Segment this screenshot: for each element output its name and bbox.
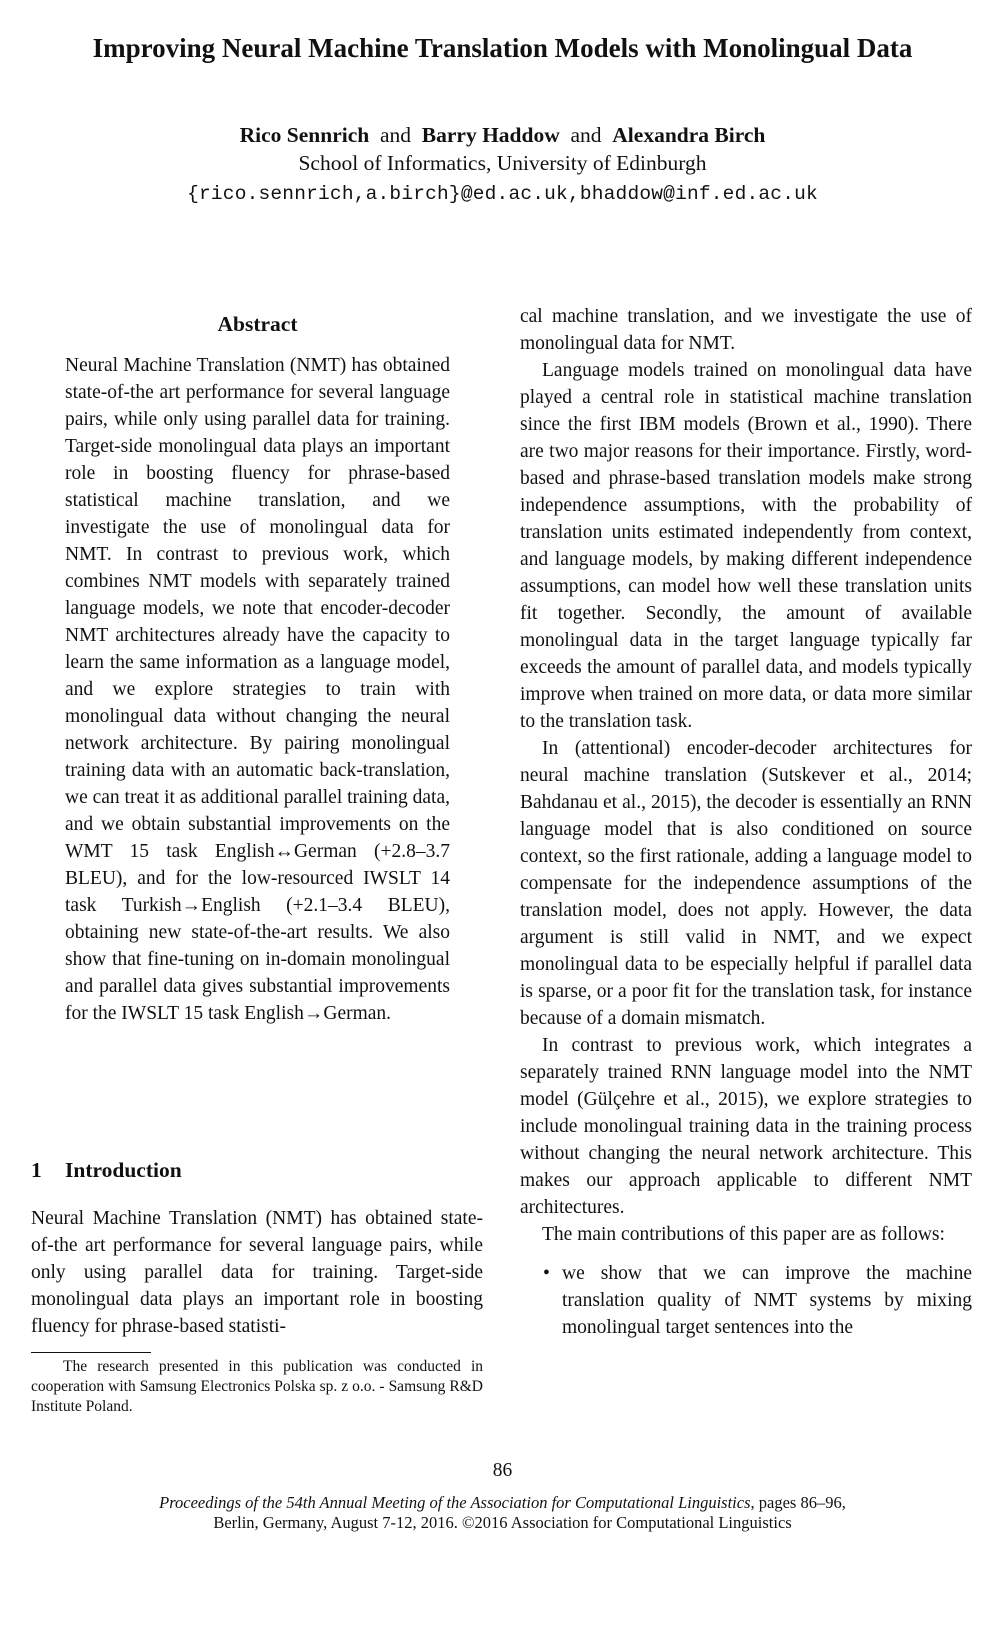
proceedings-footer — [0, 1493, 1005, 1533]
author-name: Alexandra Birch — [612, 123, 766, 147]
contribution-list — [520, 1260, 972, 1341]
abstract-heading: Abstract — [217, 312, 298, 336]
footnote — [31, 1357, 483, 1417]
bullet-icon: • — [543, 1263, 550, 1284]
paragraph: cal machine translation, and we investigate the use of monolingual data for NMT. — [520, 306, 972, 354]
section-number: 1 — [31, 1158, 42, 1182]
author-line — [0, 122, 1005, 149]
proceedings-venue: Proceedings of the 54th Annual Meeting of the Association for Computational Linguistics — [159, 1493, 751, 1512]
author-joiner: and — [570, 123, 602, 147]
section-heading — [31, 1158, 471, 1183]
paragraph: In (attentional) encoder-decoder architectures for neural machine translation (Sutskever et al., 2014; Bahdanau et al., 2015), the decoder is essentially an RNN language model that is also conditioned on source context, so the first rationale, adding a language model to compensate for the independence assumptions of the translation model, does not apply. However, the data argument is still valid in NMT, and we expect monolingual data to be especially helpful if parallel data is sparse, or a poor fit for the translation task, for instance because of a domain mismatch. — [520, 738, 972, 1029]
author-name: Barry Haddow — [421, 123, 560, 147]
proceedings-location: Berlin, Germany, August 7-12, 2016. ©2016 Association for Computational Linguistics — [213, 1513, 792, 1532]
footnote-text: The research presented in this publication was conducted in cooperation with Samsung Electronics Polska sp. z o.o. - Samsung R&D Institute Poland. — [31, 1358, 483, 1415]
intro-paragraph-left: Neural Machine Translation (NMT) has obtained state-of-the art performance for several language pairs, while only using parallel data for training. Target-side monolingual data plays an important role in boosting fluency for phrase-based statisti- — [31, 1208, 483, 1337]
list-item-text: we show that we can improve the machine translation quality of NMT systems by mixing monolingual target sentences into the — [562, 1263, 972, 1338]
list-item — [520, 1260, 972, 1341]
paragraph: The main contributions of this paper are as follows: — [542, 1224, 945, 1245]
paragraph: In contrast to previous work, which integrates a separately trained RNN language model into the NMT model (Gülçehre et al., 2015), we explore strategies to include monolingual training data in the training process without changing the neural network architecture. This makes our approach applicable to different NMT architectures. — [520, 1035, 972, 1218]
footnote-rule — [31, 1352, 151, 1353]
right-column — [520, 303, 972, 1341]
author-joiner: and — [379, 123, 412, 147]
proceedings-pages: , pages 86–96, — [750, 1493, 846, 1512]
paragraph: Language models trained on monolingual data have played a central role in statistical machine translation since the first IBM models (Brown et al., 1990). There are two major reasons for their importance. Firstly, word-based and phrase-based translation models make strong independence assumptions, with the probability of translation units estimated independently from context, and language models, by making different independence assumptions, can model how well these translation units fit together. Secondly, the amount of available monolingual data in the target language typically far exceeds the amount of parallel data, and models typically improve when trained on more data, or data more similar to the translation task. — [520, 360, 972, 732]
page-number: 86 — [492, 1460, 513, 1481]
section-title: Introduction — [65, 1158, 182, 1182]
affiliation: School of Informatics, University of Edinburgh — [298, 151, 707, 175]
author-name: Rico Sennrich — [239, 123, 370, 147]
email-addresses: {rico.sennrich,a.birch}@ed.ac.uk,bhaddow@inf.ed.ac.uk — [187, 183, 818, 205]
abstract-body: Neural Machine Translation (NMT) has obtained state-of-the art performance for several language pairs, while only using parallel data for training. Target-side monolingual data plays an important role in boosting fluency for phrase-based statistical machine translation, and we investigate the use of monolingual data for NMT. In contrast to previous work, which combines NMT models with separately trained language models, we note that encoder-decoder NMT architectures already have the capacity to learn the same information as a language model, and we explore strategies to train with monolingual data without changing the neural network architecture. By pairing monolingual training data with an automatic back-translation, we can treat it as additional parallel training data, and we obtain substantial improvements on the WMT 15 task English↔German (+2.8–3.7 BLEU), and for the low-resourced IWSLT 14 task Turkish→English (+2.1–3.4 BLEU), obtaining new state-of-the-art results. We also show that fine-tuning on in-domain monolingual and parallel data gives substantial improvements for the IWSLT 15 task English→German. — [65, 355, 450, 1024]
paper-title: Improving Neural Machine Translation Models with Monolingual Data — [92, 33, 913, 63]
